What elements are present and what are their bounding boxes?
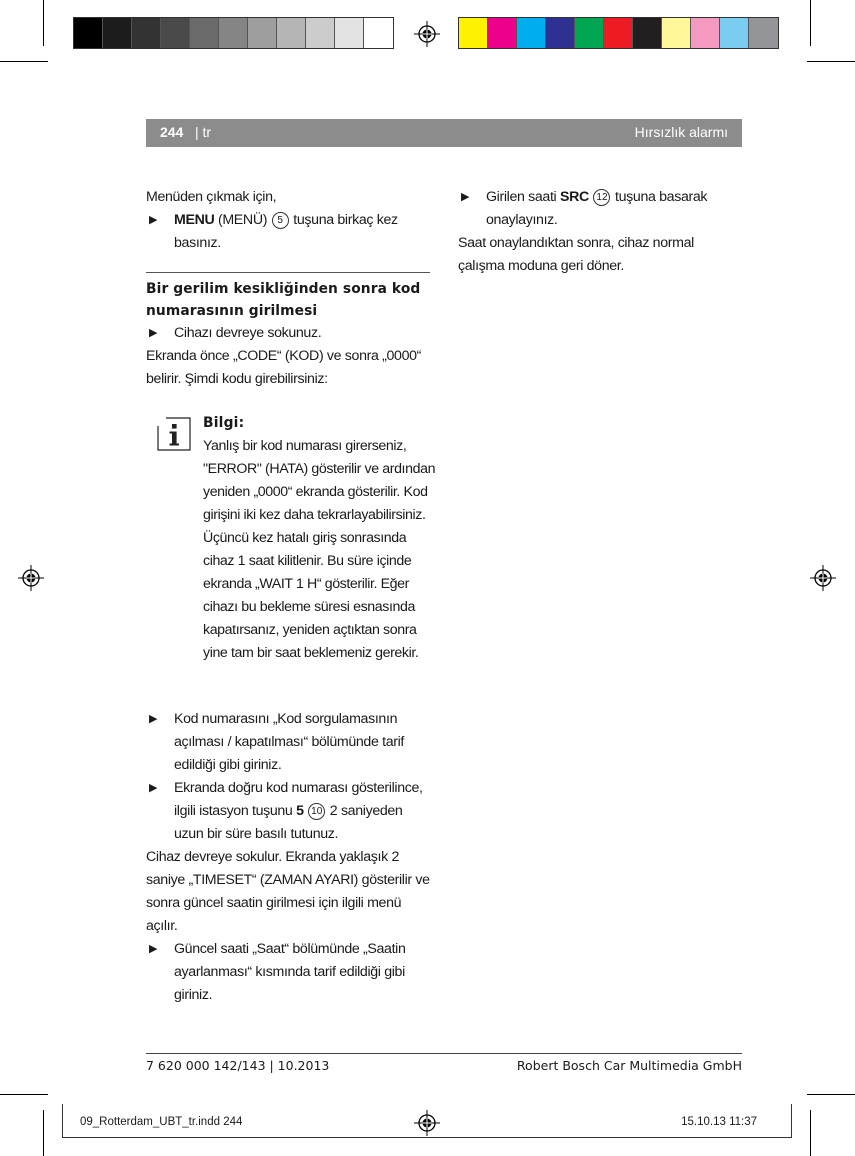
bullet-arrow-icon: ▶ — [149, 214, 158, 226]
list-item: ▶ Kod numarasını „Kod sorgulamasının açılması / kapatılması“ bölümünde tarif edildiği gibi giriniz. — [146, 708, 430, 777]
crop-mark — [43, 1110, 44, 1156]
color-swatch — [459, 18, 488, 48]
left-column-intro — [146, 186, 430, 255]
color-swatch — [190, 18, 219, 48]
color-swatch — [103, 18, 132, 48]
page-header-bar — [146, 119, 742, 147]
grayscale-color-bar — [73, 17, 394, 49]
language-code: | tr — [195, 124, 212, 140]
color-swatch — [161, 18, 190, 48]
bullet-arrow-icon: ▶ — [149, 943, 158, 955]
color-swatch — [219, 18, 248, 48]
color-swatch — [749, 18, 778, 48]
page-number: 244 — [160, 124, 184, 140]
menu-key-label: MENU — [174, 212, 215, 228]
bullet-arrow-icon: ▶ — [149, 782, 158, 794]
callout-number-icon: 12 — [593, 189, 610, 206]
right-column — [458, 186, 742, 278]
left-column-steps — [146, 322, 430, 391]
list-item: ▶ MENU (MENÜ) 5 tuşuna birkaç kez basınız. — [146, 209, 430, 255]
color-swatch — [517, 18, 546, 48]
left-column-procedure — [146, 708, 430, 1007]
color-swatch — [277, 18, 306, 48]
crop-mark — [807, 1094, 855, 1095]
crop-mark — [0, 1094, 48, 1095]
intro-text: Menüden çıkmak için, — [146, 189, 277, 205]
footer-divider — [146, 1053, 742, 1054]
color-swatch — [335, 18, 364, 48]
crop-mark — [807, 61, 855, 62]
paragraph: Saat onaylandıktan sonra, cihaz normal çalışma moduna geri döner. — [458, 235, 694, 274]
color-swatch — [488, 18, 517, 48]
crop-mark — [810, 1110, 811, 1156]
list-item: ▶ Ekranda doğru kod numarası gösterilince, ilgili istasyon tuşunu 5 10 2 saniyeden uzun bir süre basılı tutunuz. — [146, 777, 430, 846]
crop-mark — [43, 0, 44, 46]
bullet-arrow-icon: ▶ — [461, 191, 470, 203]
crop-mark — [0, 61, 48, 62]
station-key-label: 5 — [296, 803, 304, 819]
footer-part-number: 7 620 000 142/143 | 10.2013 — [146, 1058, 330, 1073]
slug-datetime: 15.10.13 11:37 — [681, 1116, 757, 1128]
process-color-bar — [458, 17, 779, 49]
section-title: Hırsızlık alarmı — [634, 124, 728, 140]
bullet-arrow-icon: ▶ — [149, 327, 158, 339]
registration-mark-icon — [810, 565, 836, 591]
color-swatch — [132, 18, 161, 48]
footer-company: Robert Bosch Car Multimedia GmbH — [516, 1058, 742, 1073]
callout-number-icon: 5 — [272, 212, 289, 229]
info-icon — [157, 417, 191, 451]
color-swatch — [662, 18, 691, 48]
color-swatch — [720, 18, 749, 48]
slug-filename: 09_Rotterdam_UBT_tr.indd 244 — [80, 1116, 243, 1128]
list-item: ▶ Girilen saati SRC 12 tuşuna basarak onaylayınız. — [458, 186, 742, 232]
color-swatch — [691, 18, 720, 48]
color-swatch — [633, 18, 662, 48]
section-heading: Bir gerilim kesikliğinden sonra kod numarasının girilmesi — [146, 281, 421, 319]
bullet-arrow-icon: ▶ — [149, 713, 158, 725]
paragraph: Cihaz devreye sokulur. Ekranda yaklaşık 2 saniye „TIMESET“ (ZAMAN AYARI) gösterilir ve sonra güncel saatin girilmesi için ilgili menü açılır. — [146, 849, 430, 934]
list-item: ▶ Cihazı devreye sokunuz. — [146, 322, 430, 345]
color-swatch — [604, 18, 633, 48]
color-swatch — [306, 18, 335, 48]
crop-mark — [810, 0, 811, 46]
src-key-label: SRC — [559, 189, 589, 205]
paragraph: Ekranda önce „CODE“ (KOD) ve sonra „0000“ belirir. Şimdi kodu girebilirsiniz: — [146, 348, 422, 387]
registration-mark-icon — [18, 565, 44, 591]
color-swatch — [74, 18, 103, 48]
color-swatch — [248, 18, 277, 48]
section-divider — [146, 272, 430, 273]
callout-number-icon: 10 — [308, 803, 325, 820]
info-text: Yanlış bir kod numarası girerseniz, "ERROR" (HATA) gösterilir ve ardından yeniden „0000“ ekranda gösterilir. Kod girişini iki kez daha tekrarlayabilirsiniz. Üçüncü kez hatalı giriş sonrasında cihaz 1 saat kilitlenir. Bu süre içinde ekranda „WAIT 1 H“ gösterilir. Eğer cihazı bu bekleme süresi esnasında kapatırsanız, yeniden açtıktan sonra yine tam bir saat beklemeniz gerekir. — [203, 438, 436, 661]
list-item: ▶ Güncel saati „Saat“ bölümünde „Saatin ayarlanması“ kısmında tarif edildiği gibi giriniz. — [146, 938, 430, 1007]
color-swatch — [575, 18, 604, 48]
registration-mark-icon — [414, 21, 440, 47]
color-swatch — [364, 18, 393, 48]
info-note — [203, 412, 438, 665]
color-swatch — [546, 18, 575, 48]
info-title: Bilgi: — [203, 415, 245, 431]
